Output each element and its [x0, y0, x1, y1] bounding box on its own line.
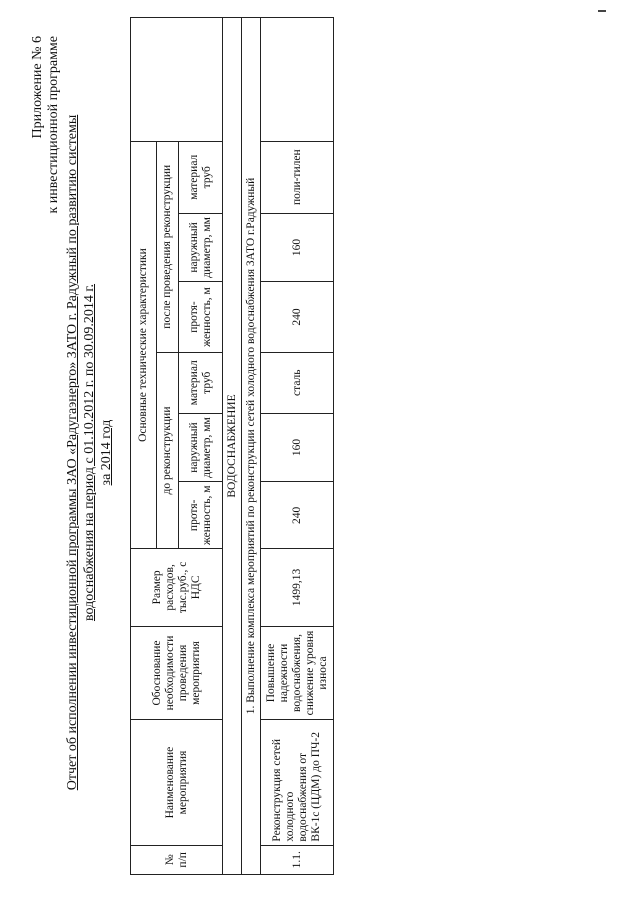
col-header-cost: Размер расходов, тыс.руб., с НДС — [131, 549, 223, 626]
row-cost: 1499,13 — [261, 549, 334, 626]
report-table — [130, 17, 334, 875]
row-after-material: поли-тилен — [261, 141, 334, 213]
section-row — [223, 18, 242, 875]
section-title: ВОДОСНАБЖЕНИЕ — [223, 18, 242, 875]
col-header-after-material: материал труб — [179, 141, 223, 213]
col-header-empty — [131, 18, 223, 142]
row-justification: Повышение надежности водоснабжения, снижение уровня износа — [261, 626, 334, 720]
col-header-before: до реконструкции — [157, 352, 179, 549]
row-before-diameter: 160 — [261, 413, 334, 482]
col-header-num: № п/п — [131, 845, 223, 874]
row-after-diameter: 160 — [261, 213, 334, 282]
col-header-after: после проведения реконструкции — [157, 141, 179, 352]
col-header-main-chars: Основные технические характеристики — [131, 141, 157, 548]
row-num: 1.1. — [261, 845, 334, 874]
program-label: к инвестиционной программе — [46, 36, 61, 214]
title-line-2: водоснабжения на период с 01.10.2012 г. по 30.09.2014 г. — [82, 283, 97, 622]
page-header — [30, 36, 62, 214]
subsection-title: 1. Выполнение комплекса мероприятий по реконструкции сетей холодного водоснабжения ЗАТО г.Радужный — [242, 18, 261, 875]
subsection-row — [242, 18, 261, 875]
title-line-1: Отчет об исполнении инвестиционной программы ЗАО «Радугаэнерго» ЗАТО г. Радужный по развитию системы — [65, 114, 80, 791]
row-after-length: 240 — [261, 282, 334, 352]
row-name: Реконструкция сетей холодного водоснабжения от ВК-1с (ЦДМ) до ПЧ-2 — [261, 720, 334, 845]
col-header-after-length: протя-женность, м — [179, 282, 223, 352]
document-title — [64, 60, 115, 845]
title-line-3: за 2014 год — [99, 419, 114, 486]
table-row — [261, 18, 334, 875]
col-header-name: Наименование мероприятия — [131, 720, 223, 845]
col-header-before-material: материал труб — [179, 352, 223, 413]
row-empty — [261, 18, 334, 142]
col-header-after-diameter: наружный диаметр, мм — [179, 213, 223, 282]
col-header-before-length: протя-женность, м — [179, 482, 223, 549]
col-header-justification: Обоснование необходимости проведения мероприятия — [131, 626, 223, 720]
row-before-length: 240 — [261, 482, 334, 549]
appendix-label: Приложение № 6 — [30, 36, 45, 139]
row-before-material: сталь — [261, 352, 334, 413]
col-header-before-diameter: наружный диаметр, мм — [179, 413, 223, 482]
